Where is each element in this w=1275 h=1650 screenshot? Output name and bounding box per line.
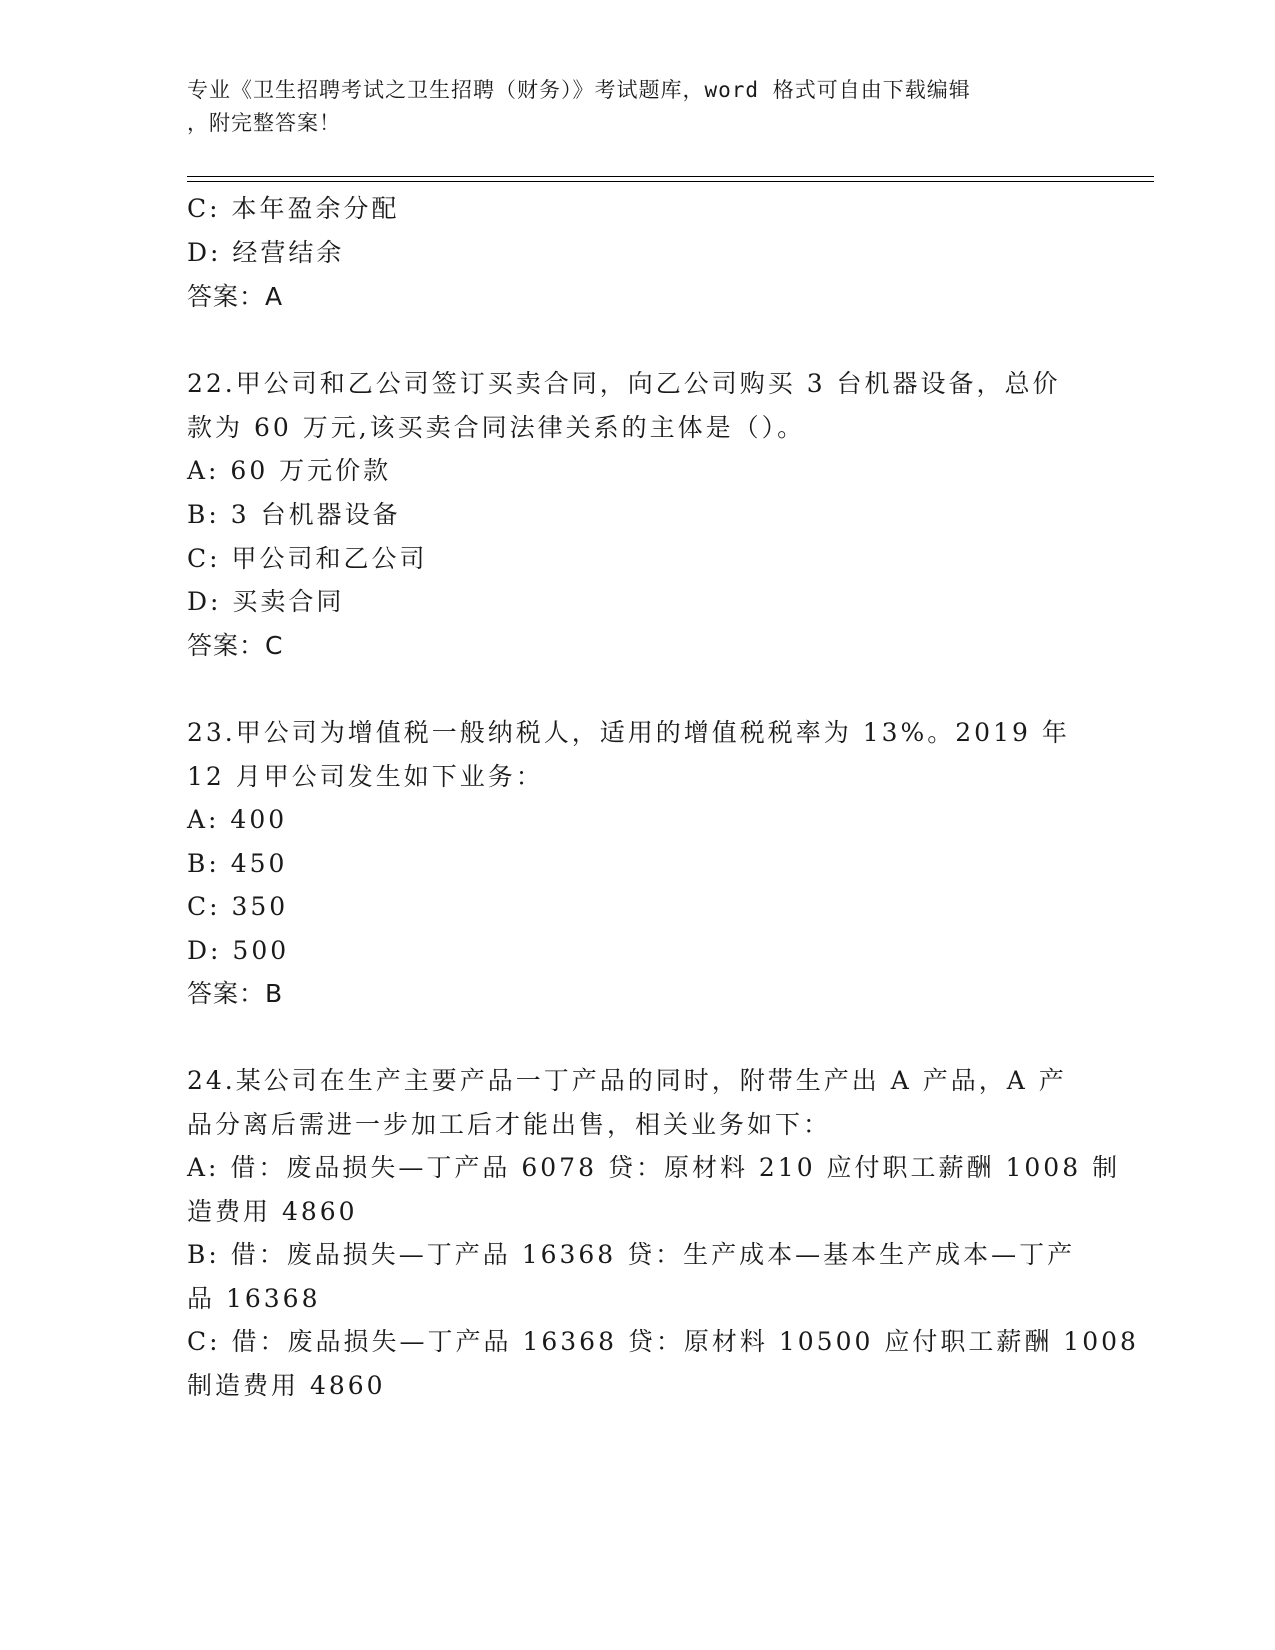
q22-option-b: B: 3 台机器设备	[187, 500, 401, 529]
q24-stem-line-2: 品分离后需进一步加工后才能出售，相关业务如下：	[187, 1110, 832, 1139]
q24-option-b-line-1: B: 借：废品损失—丁产品 16368 贷：生产成本—基本生产成本—丁产	[187, 1240, 1076, 1269]
q22-option-d: D: 买卖合同	[187, 587, 345, 616]
q24-option-a-line-1: A: 借：废品损失—丁产品 6078 贷：原材料 210 应付职工薪酬 1008 制	[187, 1153, 1121, 1182]
q22-answer: 答案：C	[187, 631, 284, 660]
q24-stem-line-1: 24.某公司在生产主要产品一丁产品的同时，附带生产出 A 产品，A 产	[187, 1066, 1067, 1095]
q24-option-b-line-2: 品 16368	[187, 1284, 321, 1313]
header-divider-top	[187, 176, 1154, 177]
header-line-2: ，附完整答案！	[187, 111, 341, 135]
q23-option-d: D: 500	[187, 936, 290, 965]
q22-option-a: A: 60 万元价款	[187, 456, 392, 485]
q22-stem-line-1: 22.甲公司和乙公司签订买卖合同，向乙公司购买 3 台机器设备，总价	[187, 369, 1061, 398]
q22-option-c: C: 甲公司和乙公司	[187, 544, 428, 573]
q21-answer: 答案：A	[187, 282, 284, 311]
q21-option-c: C: 本年盈余分配	[187, 194, 400, 223]
header-divider-bottom	[187, 181, 1154, 182]
q24-option-c-line-2: 制造费用 4860	[187, 1371, 386, 1400]
q22-stem-line-2: 款为 60 万元,该买卖合同法律关系的主体是（）。	[187, 413, 806, 442]
q23-option-a: A: 400	[187, 805, 288, 834]
q21-option-d: D: 经营结余	[187, 238, 345, 267]
q23-option-c: C: 350	[187, 892, 289, 921]
q23-answer: 答案：B	[187, 979, 284, 1008]
q23-option-b: B: 450	[187, 849, 288, 878]
q23-stem-line-2: 12 月甲公司发生如下业务：	[187, 762, 544, 791]
document-header	[187, 74, 1087, 140]
q23-stem-line-1: 23.甲公司为增值税一般纳税人，适用的增值税税率为 13%。2019 年	[187, 718, 1070, 747]
header-line-1: 专业《卫生招聘考试之卫生招聘（财务）》考试题库，word 格式可自由下载编辑	[187, 78, 971, 102]
q24-option-a-line-2: 造费用 4860	[187, 1197, 358, 1226]
q24-option-c-line-1: C: 借：废品损失—丁产品 16368 贷：原材料 10500 应付职工薪酬 1008	[187, 1327, 1139, 1356]
